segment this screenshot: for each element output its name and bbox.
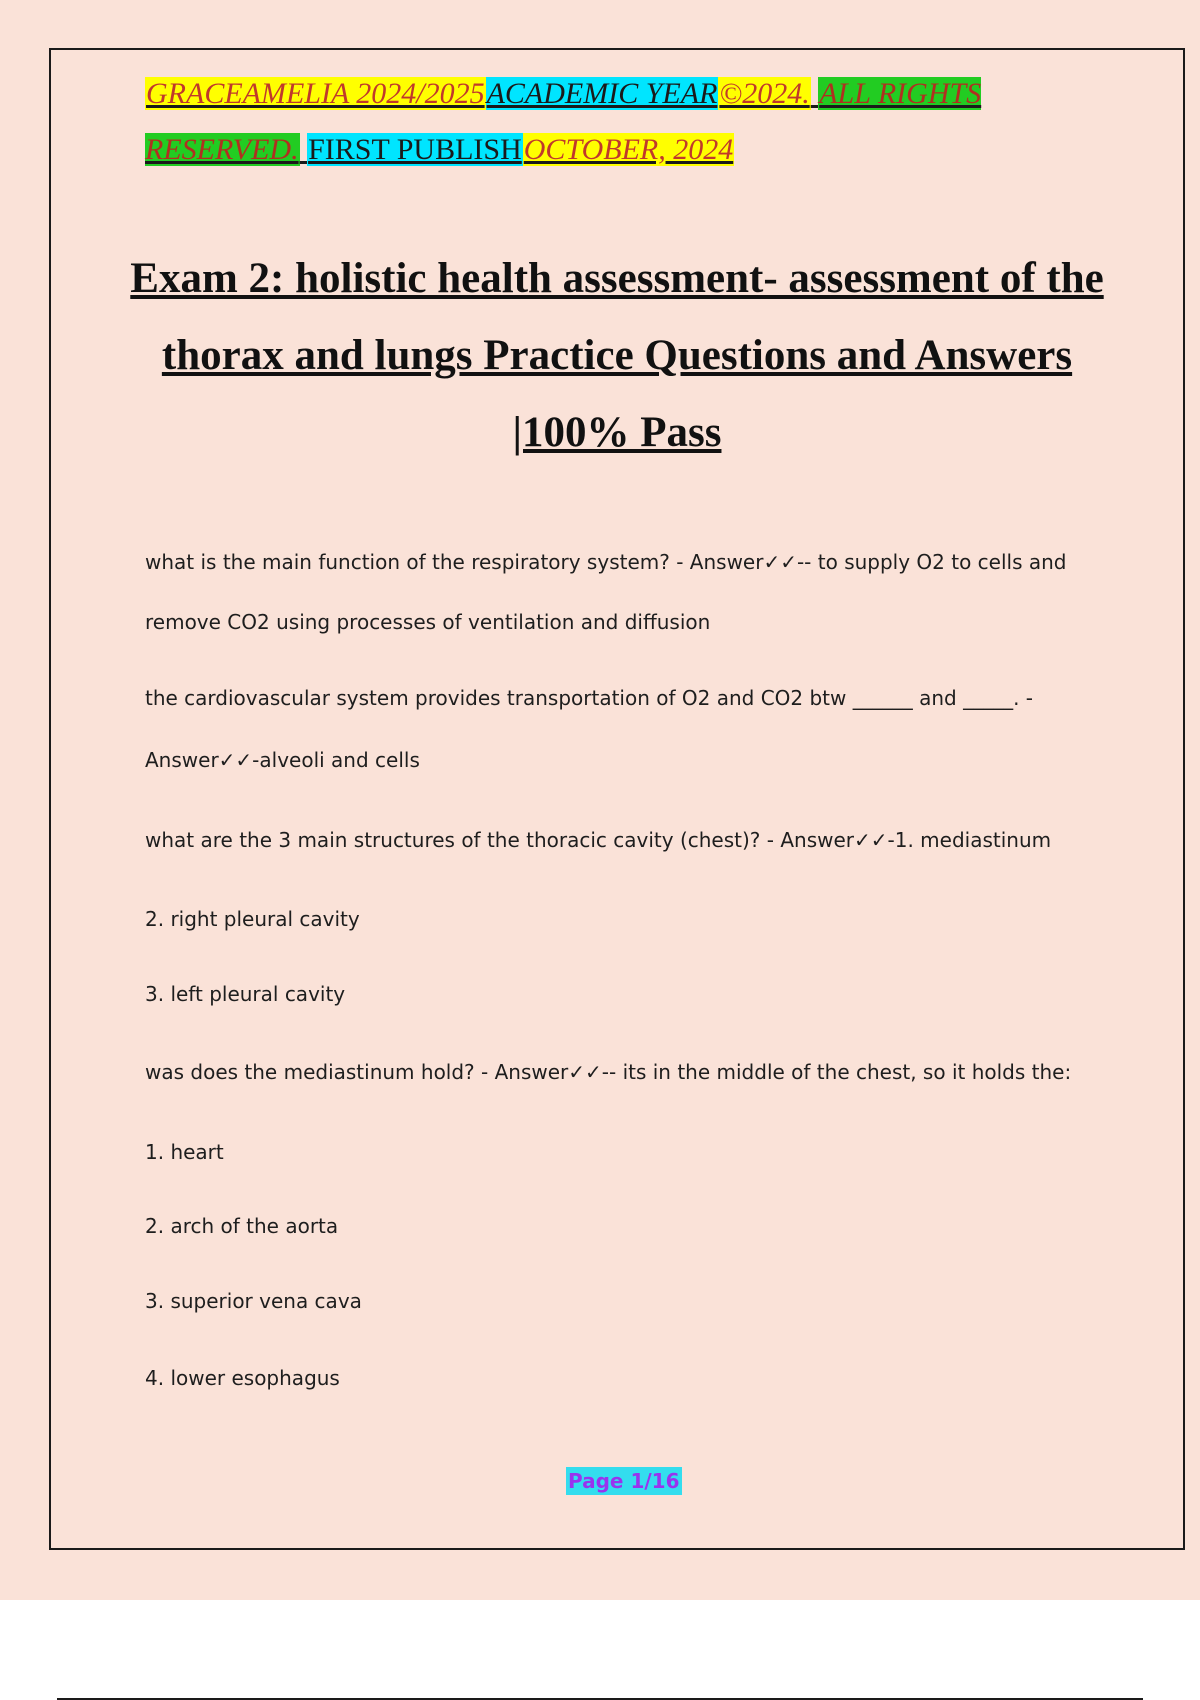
qa-line: 4. lower esophagus — [145, 1366, 340, 1390]
qa-line: 2. arch of the aorta — [145, 1214, 339, 1238]
qa-line: 1. heart — [145, 1140, 224, 1164]
banner-author: GRACEAMELIA 2024/2025 — [146, 77, 485, 110]
qa-line: what are the 3 main structures of the thoracic cavity (chest)? - Answer✓✓-1. mediastinum — [145, 828, 1052, 852]
qa-line: 3. superior vena cava — [145, 1289, 362, 1313]
document-title: Exam 2: holistic health assessment- assessment of the thorax and lungs Practice Questions and Answers |100% Pass — [130, 255, 1104, 456]
qa-line: Answer✓✓-alveoli and cells — [145, 748, 420, 772]
page-number: Page 1/16 — [568, 1469, 680, 1493]
qa-line: was does the mediastinum hold? - Answer✓✓-- its in the middle of the chest, so it holds the: — [145, 1060, 1072, 1084]
qa-line: the cardiovascular system provides transportation of O2 and CO2 btw ______ and _____. - — [145, 686, 1034, 710]
banner-first-publish: FIRST PUBLISH — [308, 133, 522, 166]
banner-copyright: ©2024. — [719, 77, 810, 110]
qa-line: 2. right pleural cavity — [145, 907, 360, 931]
banner-rights: ALL RIGHTS RESERVED. — [145, 77, 982, 166]
banner-academic-year: ACADEMIC YEAR — [486, 77, 718, 110]
qa-line: what is the main function of the respiratory system? - Answer✓✓-- to supply O2 to cells and — [145, 550, 1067, 574]
qa-line: remove CO2 using processes of ventilation and diffusion — [145, 610, 711, 634]
copyright-banner — [145, 66, 1085, 178]
qa-line: 3. left pleural cavity — [145, 982, 346, 1006]
banner-date: OCTOBER, 2024 — [523, 133, 734, 166]
